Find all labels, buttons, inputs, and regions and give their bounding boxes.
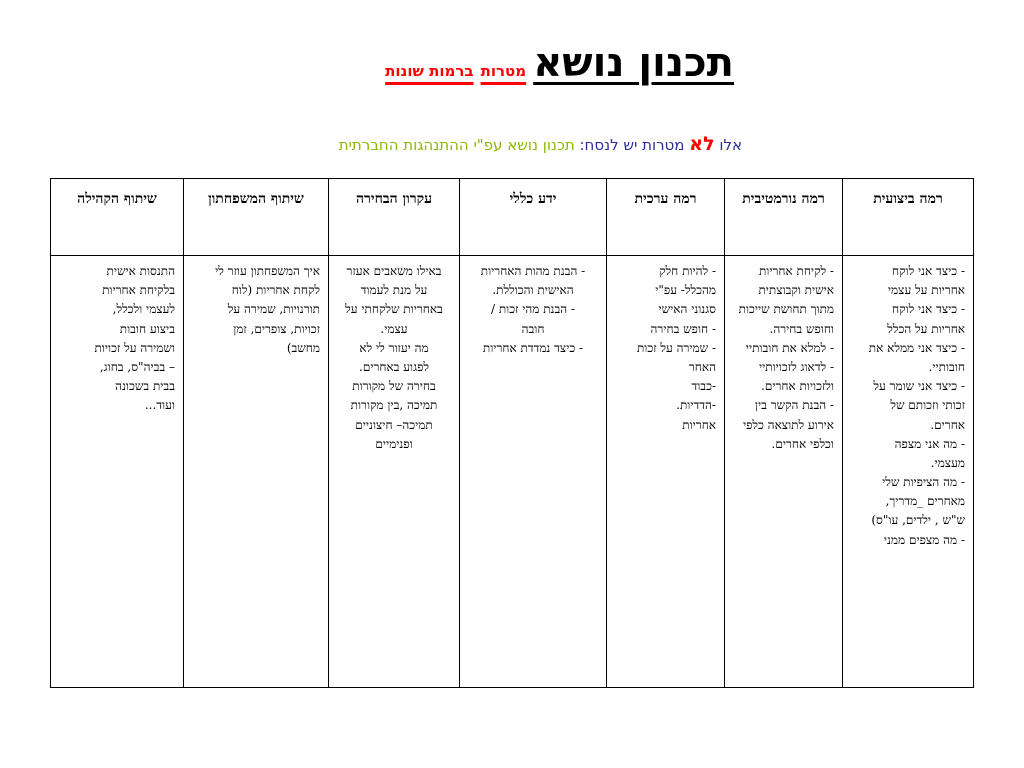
cell-performance-level bbox=[843, 256, 974, 688]
cell-line: בחירה של מקורות bbox=[352, 379, 436, 394]
cell-general-knowledge bbox=[460, 256, 607, 688]
subtitle-part2: לא bbox=[689, 133, 715, 155]
cell-line: באחריות שלקחתי על bbox=[345, 302, 443, 317]
cell-line: - כיצד נמדדת אחריות bbox=[482, 340, 584, 355]
cell-line: - כיצד אני ממלא את bbox=[868, 340, 965, 355]
cell-line: על מנת לעמוד bbox=[360, 283, 428, 298]
cell-line: האחר bbox=[688, 359, 716, 374]
cell-line: אחריות על עצמי bbox=[887, 283, 965, 298]
title-goals: מטרות bbox=[480, 62, 527, 80]
cell-line: וכלפי אחרים. bbox=[771, 436, 834, 451]
cell-line: ועוד... bbox=[144, 398, 175, 413]
cell-line: האישית והכוללת. bbox=[492, 283, 574, 298]
cell-line: ושמירה על זכויות bbox=[94, 340, 175, 355]
header-performance-level: רמה ביצועית bbox=[843, 179, 974, 256]
cell-line: לפגוע באחרים. bbox=[359, 359, 429, 374]
header-choice-principle: עקרון הבחירה bbox=[329, 179, 460, 256]
cell-line: איך המשפחתון עוזר לי bbox=[215, 264, 320, 278]
cell-line: - להיות חלק bbox=[659, 264, 716, 278]
cell-choice-principle bbox=[329, 256, 460, 688]
cell-line: ש"ש , ילדים, עו"ס) bbox=[871, 513, 965, 528]
cell-line: - כיצד אני לוקח bbox=[891, 264, 965, 278]
cell-line: מעצמי. bbox=[930, 455, 965, 470]
cell-line: חובה bbox=[521, 321, 545, 336]
cell-line: - כיצד אני לוקח bbox=[891, 302, 965, 317]
cell-line: - חופש בחירה bbox=[650, 321, 716, 336]
cell-line: זכותי וזכותם של bbox=[890, 398, 965, 413]
cell-line: - למלא את חובותיי bbox=[745, 340, 834, 355]
cell-line: - מה אני מצפה bbox=[894, 436, 965, 451]
cell-line: אחריות על הכלל bbox=[887, 321, 965, 336]
cell-line: - הבנת מהות האחריות bbox=[480, 264, 586, 278]
cell-line: אחרים. bbox=[930, 417, 965, 432]
header-row bbox=[51, 179, 974, 256]
cell-line: התנסות אישית bbox=[106, 264, 175, 278]
cell-line: תמיכה– חיצוניים bbox=[355, 417, 433, 432]
cell-line: - מה הציפיות שלי bbox=[882, 475, 965, 490]
cell-line: ופנימיים bbox=[375, 436, 413, 451]
cell-line: אירוע לתוצאה כלפי bbox=[742, 417, 834, 432]
cell-line: מה יעזור לי לא bbox=[359, 340, 429, 355]
planning-table bbox=[50, 178, 974, 688]
cell-line: - מה מצפים ממני bbox=[883, 532, 965, 547]
cell-daycare-participation bbox=[184, 256, 329, 688]
cell-line: מאחרים _מדריך, bbox=[885, 494, 965, 509]
cell-line: תורנויות, שמירה על bbox=[227, 302, 320, 317]
cell-line: - לדאוג לזכויותיי bbox=[758, 359, 834, 374]
cell-line: עצמי. bbox=[380, 321, 408, 336]
title-levels: ברמות שונות bbox=[385, 62, 474, 80]
subtitle-part1: אלו bbox=[719, 136, 742, 154]
cell-line: מהכלל- עפ"י bbox=[655, 283, 716, 298]
cell-line: חובותיי. bbox=[928, 359, 965, 374]
cell-line: - הבנת הקשר בין bbox=[754, 398, 834, 413]
cell-line: בבית בשכונה bbox=[115, 379, 175, 394]
subtitle-part4: תכנון נושא עפ"י ההתנהגות החברתית bbox=[338, 136, 575, 154]
subtitle-part3: מטרות יש לנסח: bbox=[579, 136, 685, 154]
header-daycare-participation: שיתוף המשפחתון bbox=[184, 179, 329, 256]
cell-line: – בביה"ס, בחוג, bbox=[99, 359, 175, 374]
cell-line: לקחת אחריות (לוח bbox=[231, 283, 320, 298]
subtitle bbox=[339, 133, 742, 155]
cell-community-participation bbox=[51, 256, 184, 688]
header-normative-level: רמה נורמטיבית bbox=[725, 179, 843, 256]
cell-line: לעצמי ולכלל, bbox=[112, 302, 175, 317]
cell-line: ביצוע חובות bbox=[119, 321, 175, 336]
cell-line: אישית וקבוצתית bbox=[758, 283, 834, 298]
cell-line: תמיכה ,בין מקורות bbox=[350, 398, 438, 413]
cell-line: מתוך תחושת שייכות bbox=[738, 302, 834, 317]
cell-line: באילו משאבים אעזר bbox=[346, 264, 442, 278]
cell-line: ולזכויות אחרים. bbox=[761, 379, 834, 394]
cell-line: - הבנת מהי זכות / bbox=[490, 302, 576, 317]
cell-line: - שמירה על זכות bbox=[636, 340, 716, 355]
page-title: תכנון נושא bbox=[533, 40, 734, 86]
header-general-knowledge: ידע כללי bbox=[460, 179, 607, 256]
cell-value-level bbox=[607, 256, 725, 688]
cell-line: -כבוד bbox=[691, 379, 716, 394]
header-community-participation: שיתוף הקהילה bbox=[51, 179, 184, 256]
title-row bbox=[34, 40, 734, 86]
cell-line: - כיצד אני שומר על bbox=[873, 379, 965, 394]
header-value-level: רמה ערכית bbox=[607, 179, 725, 256]
cell-line: מחשב) bbox=[286, 340, 320, 355]
cell-line: זכויות, צופרים, זמן bbox=[233, 321, 320, 336]
cell-normative-level bbox=[725, 256, 843, 688]
content-row bbox=[51, 256, 974, 688]
cell-line: - לקיחת אחריות bbox=[758, 264, 834, 278]
cell-line: בלקיחת אחריות bbox=[102, 283, 175, 298]
cell-line: -הדדיות. bbox=[676, 398, 716, 413]
cell-line: אחריות bbox=[682, 417, 716, 432]
cell-line: וחופש בחירה. bbox=[769, 321, 834, 336]
cell-line: סגנוני האישי bbox=[658, 302, 716, 317]
